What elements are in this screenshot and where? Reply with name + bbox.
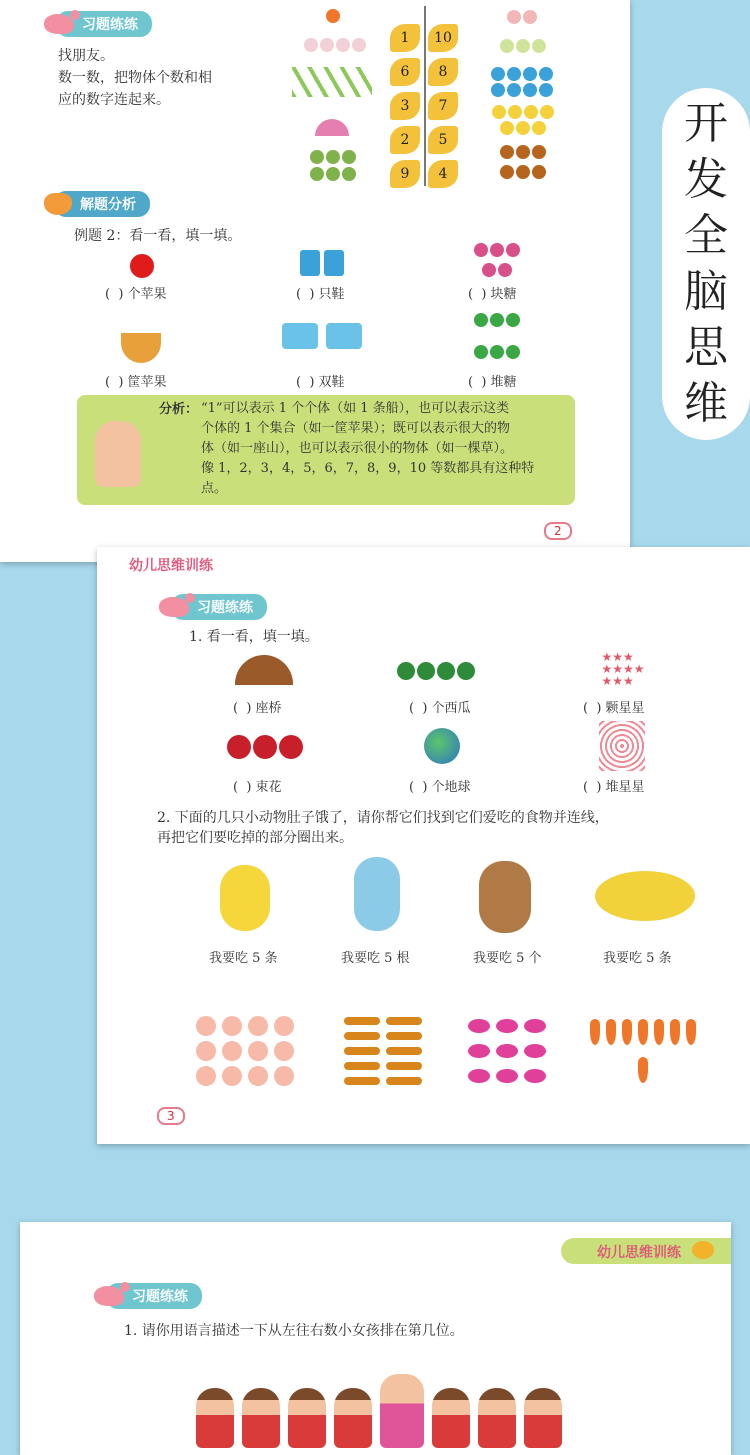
- rabbit-group-icon: [300, 34, 370, 56]
- banner-char: 全: [684, 210, 728, 261]
- caption-flower: ( ) 束花: [233, 780, 282, 795]
- pink-fish-group-icon: [461, 1013, 553, 1089]
- series-logo: 幼儿思维训练: [129, 558, 213, 574]
- leaf-number: 6: [390, 58, 420, 86]
- eat-label-rabbit: 我要吃 5 根: [341, 951, 410, 966]
- food-item: [274, 1016, 294, 1036]
- watermelon-group-icon: [395, 657, 477, 685]
- food-item: [670, 1019, 680, 1045]
- practice-tag: 习题练练: [159, 595, 267, 619]
- food-item: [386, 1032, 422, 1040]
- food-item: [344, 1017, 380, 1025]
- food-item: [248, 1016, 268, 1036]
- food-item: [622, 1019, 632, 1045]
- star-pile-icon: [595, 719, 649, 773]
- food-item: [638, 1019, 648, 1045]
- food-item: [274, 1066, 294, 1086]
- page-1: [0, 0, 630, 562]
- food-item: [524, 1044, 546, 1058]
- boy-icon: [242, 1388, 280, 1448]
- caption-pile: ( ) 堆糖: [468, 375, 517, 390]
- children-row: [196, 1372, 586, 1448]
- banner-char: 维: [684, 378, 728, 429]
- food-item: [386, 1077, 422, 1085]
- example-title: 例题 2：看一看，填一填。: [74, 228, 242, 244]
- carrot-icon: [318, 6, 348, 26]
- worm-group-icon: [335, 1013, 431, 1089]
- food-item: [638, 1057, 648, 1083]
- chestnut-group-icon: [492, 142, 554, 182]
- carrot-group-icon: [585, 1013, 701, 1089]
- candy-group-icon: [466, 240, 528, 280]
- food-item: [248, 1041, 268, 1061]
- leaf-number: 7: [428, 92, 458, 120]
- banner-char: 脑: [684, 266, 728, 317]
- fish-group-icon: [486, 66, 558, 98]
- food-item: [496, 1019, 518, 1033]
- analysis-tag: 解题分析: [44, 192, 150, 216]
- caption-earth: ( ) 个地球: [409, 780, 471, 795]
- food-item: [344, 1032, 380, 1040]
- title-banner: [662, 88, 750, 440]
- girl-reading-icon: [95, 421, 141, 487]
- food-item: [222, 1066, 242, 1086]
- page-3: [20, 1222, 731, 1455]
- boy-icon: [334, 1388, 372, 1448]
- leaf-number: 2: [390, 126, 420, 154]
- question-2: 2. 下面的几只小动物肚子饿了，请你帮它们找到它们爱吃的食物并连线， 再把它们要吃掉的部分圈出来。: [157, 810, 609, 846]
- leaf-number: 1: [390, 24, 420, 52]
- food-item: [344, 1047, 380, 1055]
- food-item: [590, 1019, 600, 1045]
- caption-apple: ( ) 个苹果: [105, 287, 167, 302]
- food-item: [344, 1062, 380, 1070]
- shoe-pair-icon: [278, 318, 366, 354]
- food-item: [496, 1069, 518, 1083]
- whale-icon: [94, 1286, 124, 1306]
- caption-bridge: ( ) 座桥: [233, 701, 282, 716]
- food-item: [196, 1066, 216, 1086]
- caption-watermelon: ( ) 个西瓜: [409, 701, 471, 716]
- analysis-label: 分析：: [159, 402, 199, 417]
- page-number: 3: [157, 1107, 185, 1125]
- food-item: [344, 1077, 380, 1085]
- boy-icon: [288, 1388, 326, 1448]
- girl-icon: [380, 1374, 424, 1448]
- cabbage-group-icon: [305, 148, 361, 182]
- pig-group-icon: [505, 6, 539, 28]
- food-item: [386, 1062, 422, 1070]
- boy-icon: [432, 1388, 470, 1448]
- caption-shoe: ( ) 只鞋: [296, 287, 345, 302]
- mushroom-group-icon: [498, 32, 548, 60]
- eat-label-bird: 我要吃 5 条: [603, 951, 672, 966]
- bird-icon: [689, 1238, 717, 1262]
- caption-stars: ( ) 颗星星: [583, 701, 645, 716]
- cat-icon: [215, 861, 275, 935]
- food-item: [468, 1069, 490, 1083]
- question-1: 1. 看一看，填一填。: [189, 629, 319, 645]
- leaf-number: 10: [428, 24, 458, 52]
- peach-group-icon: [187, 1013, 303, 1089]
- caption-star-pile: ( ) 堆星星: [583, 780, 645, 795]
- boots-icon: [296, 248, 348, 278]
- leaf-numbers-right: [428, 24, 460, 194]
- earth-icon: [421, 725, 463, 767]
- caption-basket: ( ) 筐苹果: [105, 375, 167, 390]
- food-item: [686, 1019, 696, 1045]
- boy-icon: [524, 1388, 562, 1448]
- umbrella-icon: [312, 110, 352, 144]
- food-item: [386, 1017, 422, 1025]
- stars-icon: ★★★ ★★★★ ★★★: [601, 650, 645, 688]
- leaf-number: 9: [390, 160, 420, 188]
- leaf-number: 5: [428, 126, 458, 154]
- boy-icon: [196, 1388, 234, 1448]
- food-item: [468, 1019, 490, 1033]
- banner-char: 发: [684, 154, 728, 205]
- banner-char: 思: [684, 322, 728, 373]
- leaf-number: 3: [390, 92, 420, 120]
- page-number: 2: [544, 522, 572, 540]
- page-2: [97, 547, 750, 1144]
- rabbit-icon: [345, 853, 409, 935]
- bridge-icon: [233, 651, 295, 689]
- analysis-text: “1”可以表示 1 个个体（如 1 条船），也可以表示这类 个体的 1 个集合（如一筐苹果）；既可以表示很大的物 体（如一座山），也可以表示很小的物体（如一棵草）。 像 1，2，3，4，5，6，7，8，9，10 等数都具有这种特 点。: [201, 401, 535, 496]
- food-item: [524, 1019, 546, 1033]
- food-item: [606, 1019, 616, 1045]
- apple-icon: [128, 252, 156, 280]
- eat-label-cat: 我要吃 5 条: [209, 951, 278, 966]
- analysis-box: [77, 395, 575, 505]
- food-item: [524, 1069, 546, 1083]
- boy-icon: [478, 1388, 516, 1448]
- monkey-icon: [475, 857, 535, 937]
- whale-icon: [44, 14, 74, 34]
- leaf-numbers-left: [390, 24, 422, 194]
- practice-tag: 习题练练: [94, 1284, 202, 1308]
- caption-pair: ( ) 双鞋: [296, 375, 345, 390]
- leaf-number: 4: [428, 160, 458, 188]
- leaf-number: 8: [428, 58, 458, 86]
- bird-icon: [591, 863, 699, 929]
- food-item: [386, 1047, 422, 1055]
- practice-text: 找朋友。 数一数，把物体个数和相 应的数字连起来。: [58, 48, 212, 108]
- food-item: [468, 1044, 490, 1058]
- apple-basket-icon: [118, 310, 164, 366]
- food-item: [248, 1066, 268, 1086]
- caption-candy: ( ) 块糖: [468, 287, 517, 302]
- food-item: [222, 1016, 242, 1036]
- question-1: 1. 请你用语言描述一下从左往右数小女孩排在第几位。: [124, 1323, 464, 1339]
- food-item: [196, 1041, 216, 1061]
- flower-bouquet-icon: [209, 727, 321, 767]
- food-item: [496, 1044, 518, 1058]
- food-item: [274, 1041, 294, 1061]
- leaf-stem: [424, 6, 426, 186]
- food-item: [222, 1041, 242, 1061]
- banner-char: 开: [684, 98, 728, 149]
- series-logo: 幼儿思维训练: [597, 1245, 681, 1261]
- fox-icon: [44, 193, 72, 215]
- food-item: [654, 1019, 664, 1045]
- food-item: [196, 1016, 216, 1036]
- whale-icon: [159, 597, 189, 617]
- eat-label-monkey: 我要吃 5 个: [473, 951, 542, 966]
- banana-group-icon: [488, 104, 558, 136]
- candy-pile-icon: [468, 304, 526, 368]
- green-beans-icon: [290, 62, 374, 102]
- practice-tag: 习题练练: [44, 12, 152, 36]
